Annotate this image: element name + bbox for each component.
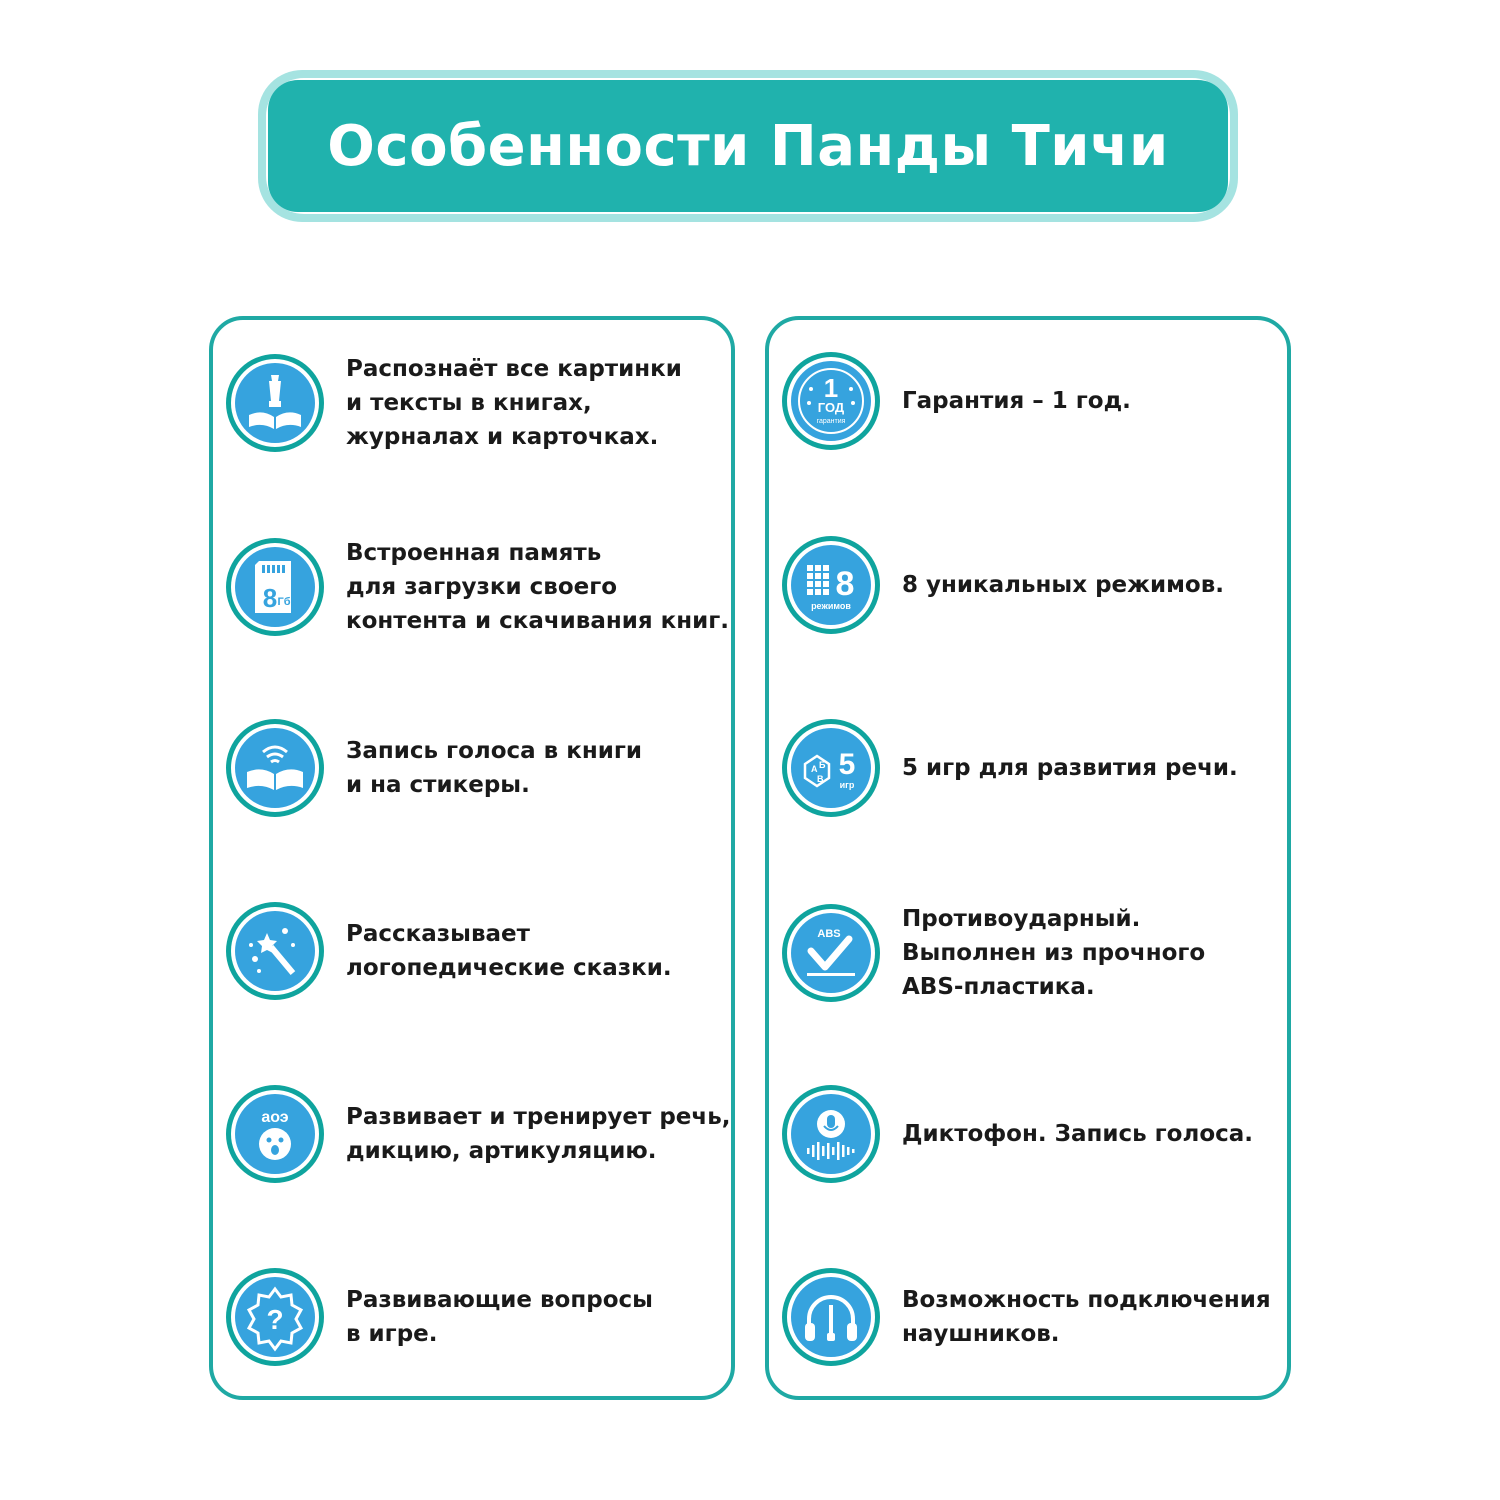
feature-item-games — [782, 719, 1238, 817]
feature-item-recognition — [226, 352, 682, 454]
pen-on-book-icon — [226, 354, 324, 452]
modes-caption-text: режимов — [811, 601, 851, 611]
feature-item-speech — [226, 1085, 730, 1183]
feature-line: 8 уникальных режимов. — [902, 572, 1225, 598]
feature-item-voice-record — [226, 719, 642, 817]
feature-line: дикцию, артикуляцию. — [346, 1138, 657, 1164]
title-banner — [258, 70, 1238, 222]
abs-label-text: ABS — [817, 928, 841, 940]
feature-line: Распознаёт все картинки — [346, 356, 682, 382]
cube-letter-text: Б — [819, 760, 826, 770]
warranty-icon — [782, 352, 880, 450]
shockproof-icon — [782, 904, 880, 1002]
feature-line: журналах и карточках. — [346, 424, 659, 450]
warranty-caption-text: гарантия — [816, 418, 846, 425]
headphones-icon — [782, 1268, 880, 1366]
feature-line: логопедические сказки. — [346, 955, 672, 981]
feature-line: Развивающие вопросы — [346, 1287, 653, 1313]
feature-item-dictaphone — [782, 1085, 1253, 1183]
modes-icon — [782, 536, 880, 634]
feature-line: в игре. — [346, 1321, 438, 1347]
feature-line: Выполнен из прочного — [902, 940, 1206, 966]
page-title: Особенности Панды Тичи — [327, 113, 1169, 179]
question-mark-text: ? — [266, 1304, 284, 1335]
feature-line: Встроенная память — [346, 540, 602, 566]
memory-card-icon — [226, 538, 324, 636]
feature-line: и на стикеры. — [346, 772, 530, 798]
feature-line: ABS-пластика. — [902, 974, 1095, 1000]
voice-book-icon — [226, 719, 324, 817]
warranty-years-text: 1 — [823, 373, 839, 403]
memory-size-text: 8 — [262, 583, 278, 613]
feature-line: 5 игр для развития речи. — [902, 755, 1238, 781]
feature-item-warranty — [782, 352, 1131, 450]
speech-face-icon — [226, 1085, 324, 1183]
question-burst-icon — [226, 1268, 324, 1366]
title-banner-inner — [268, 80, 1228, 212]
feature-item-headphones — [782, 1268, 1271, 1366]
warranty-unit-text: ГОД — [817, 400, 845, 415]
feature-line: для загрузки своего — [346, 574, 618, 600]
games-icon — [782, 719, 880, 817]
features-card-left — [209, 316, 735, 1400]
feature-line: контента и скачивания книг. — [346, 608, 730, 634]
feature-line: Гарантия – 1 год. — [902, 388, 1131, 414]
vowels-text: аоэ — [261, 1109, 289, 1126]
feature-line: Запись голоса в книги — [346, 738, 642, 764]
feature-item-shockproof — [782, 902, 1205, 1004]
feature-item-modes — [782, 536, 1224, 634]
microphone-icon — [782, 1085, 880, 1183]
features-card-right — [765, 316, 1291, 1400]
feature-item-memory — [226, 536, 729, 638]
cube-letter-text: А — [811, 764, 818, 774]
feature-line: Развивает и тренирует речь, — [346, 1104, 731, 1130]
feature-line: наушников. — [902, 1321, 1060, 1347]
games-caption-text: игр — [839, 780, 855, 790]
feature-line: Противоударный. — [902, 906, 1141, 932]
magic-wand-icon — [226, 902, 324, 1000]
feature-item-tales — [226, 902, 672, 1000]
feature-line: Возможность подключения — [902, 1287, 1271, 1313]
modes-count-text: 8 — [835, 565, 855, 603]
feature-item-questions — [226, 1268, 653, 1366]
memory-unit-text: Гб — [277, 596, 291, 608]
cube-letter-text: В — [817, 774, 824, 784]
feature-line: Диктофон. Запись голоса. — [902, 1121, 1254, 1147]
feature-line: Рассказывает — [346, 921, 530, 947]
games-count-text: 5 — [838, 748, 856, 781]
feature-line: и тексты в книгах, — [346, 390, 592, 416]
